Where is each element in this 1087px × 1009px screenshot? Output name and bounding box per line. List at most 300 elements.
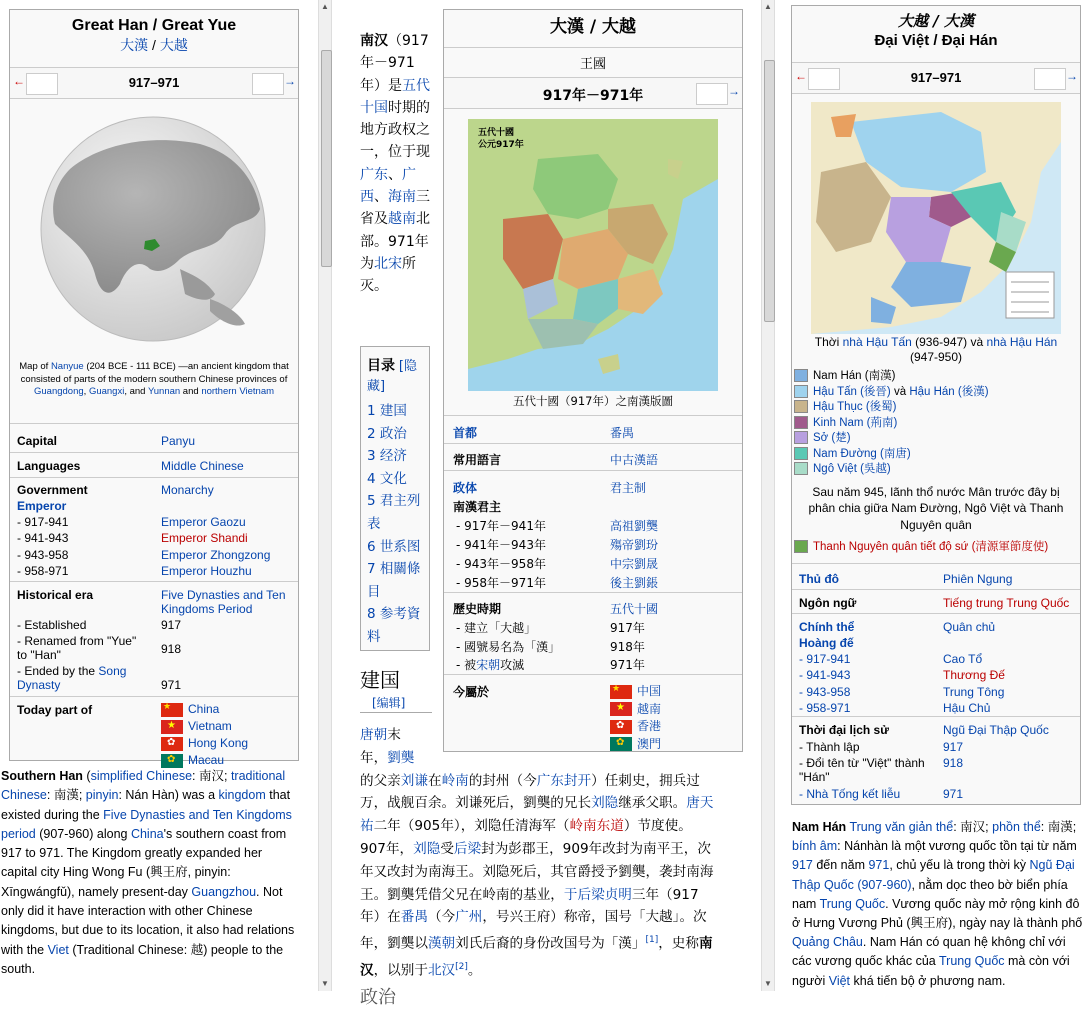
inline-link[interactable]: 岭南东道	[569, 818, 624, 835]
inline-text: mà còn với người	[792, 954, 1070, 988]
inline-text: ）节度使。	[623, 818, 692, 835]
event-value: 918年	[610, 639, 645, 654]
right-caption-link-1[interactable]: nhà Hậu Tấn	[842, 335, 912, 349]
inline-link[interactable]: 刘隐	[413, 840, 441, 857]
inline-link[interactable]: Trung văn giản thể	[849, 820, 954, 834]
inline-text: 。	[467, 962, 482, 979]
today-link[interactable]: Vietnam	[188, 719, 232, 733]
middle-scroll-up-icon[interactable]: ▲	[764, 2, 772, 11]
toc-box	[360, 346, 430, 651]
inline-link[interactable]: 北宋	[374, 255, 402, 272]
globe-map-image[interactable]	[10, 99, 298, 359]
middle-infobox-title: 大漢 / 大越	[549, 17, 637, 37]
inline-text: , nằm dọc theo bờ biển phía nam	[792, 877, 1068, 911]
legend-item	[794, 416, 1080, 432]
inline-text: 在	[427, 772, 442, 789]
emperor-years: - 917-941	[17, 515, 69, 529]
government-label: Government	[17, 483, 88, 497]
right-lang-link[interactable]: Tiếng trung Trung Quốc	[943, 596, 1070, 610]
caption-link-guangxi[interactable]: Guangxi	[88, 386, 125, 397]
today-link[interactable]: 香港	[637, 719, 662, 733]
right-infobox-subtitle: Đại Việt / Đại Hán	[874, 32, 998, 49]
inline-text: 's southern coast from 917 to 971. The Kingdom greatly expanded her capital city Hing Wong Fu (興王府, pinyin: Xīngwángfǔ), namely present-day	[1, 826, 287, 899]
event-label	[456, 656, 524, 673]
toc-list	[367, 400, 423, 649]
prev-arrow-icon[interactable]: ←	[13, 74, 25, 88]
right-panel	[789, 0, 1087, 991]
inline-text: 末	[387, 727, 401, 743]
emperor-link[interactable]: Trung Tông	[943, 684, 1005, 699]
inline-link[interactable]: simplified Chinese	[90, 769, 193, 783]
event-text: 攻滅	[500, 658, 525, 672]
legend-link[interactable]: Hậu Thục (後蜀)	[813, 401, 897, 413]
left-infobox-subtitle	[10, 35, 298, 55]
inline-link[interactable]: phồn thể	[992, 820, 1041, 834]
toc-item[interactable]: 6 世系图	[367, 538, 421, 555]
legend-swatch	[794, 540, 808, 553]
right-prev-arrow-icon[interactable]: ←	[795, 69, 807, 83]
inline-text: 的父亲	[360, 772, 401, 789]
inline-link[interactable]: 海南	[388, 189, 416, 206]
inline-text: . Vương quốc này mở rộng kinh đô ở Hưng Vương Phủ (興王府), ngày nay là thành phố	[792, 896, 1083, 931]
legend-swatch	[794, 400, 808, 413]
inline-text: 年）在	[360, 909, 401, 926]
scroll-down-icon[interactable]: ▼	[321, 979, 329, 988]
legend-link[interactable]: Sở (楚)	[813, 432, 851, 444]
inline-text: （917年－971年）是	[360, 33, 429, 94]
middle-scroll-down-icon[interactable]: ▼	[764, 979, 772, 988]
inline-link[interactable]: 劉龑	[387, 749, 415, 766]
inline-link[interactable]: 971	[868, 858, 890, 873]
inline-link[interactable]: kingdom	[218, 788, 266, 803]
inline-text: ，史称	[658, 935, 699, 952]
right-caption-text-3: (947-950)	[909, 350, 963, 364]
legend-item	[794, 369, 1080, 385]
inline-link[interactable]: 于后梁贞明	[563, 886, 632, 903]
right-era-label: Thời đại lịch sử	[799, 723, 889, 737]
today-item	[610, 682, 661, 700]
map-label-year: 公元917年	[478, 140, 524, 150]
left-infobox-table	[10, 424, 298, 767]
inline-link[interactable]: Five Dynasties and Ten Kingdoms period	[1, 807, 292, 841]
event-label: - 建立「大越」	[456, 621, 537, 635]
languages-link[interactable]: Middle Chinese	[161, 459, 244, 473]
renamed-value: 918	[161, 642, 182, 656]
middle-infobox	[443, 9, 743, 752]
event-value[interactable]: 917	[943, 740, 964, 754]
body-line	[360, 861, 750, 884]
left-scrollbar[interactable]	[318, 0, 332, 991]
subtitle-link-2[interactable]: 大越	[159, 38, 188, 54]
body-line	[360, 770, 750, 793]
inline-link[interactable]: 越南	[388, 211, 416, 228]
caption-link-yunnan[interactable]: Yunnan	[147, 386, 181, 397]
inline-link[interactable]: 广州	[455, 909, 483, 926]
middle-year-nav	[444, 77, 742, 109]
inline-link[interactable]: Trung Quốc	[938, 954, 1005, 969]
inline-link[interactable]: 广西	[360, 166, 416, 206]
inline-text: 年又改封为南海王。刘隐死后，其官爵授予劉龑，袭封南海	[360, 863, 714, 880]
emperor-link[interactable]: Cao Tổ	[943, 652, 983, 666]
event-text: - 被	[456, 658, 477, 672]
mid-era-label: 歷史時期	[453, 602, 502, 616]
caption-text: Map of	[19, 361, 51, 372]
flag-icon	[610, 702, 632, 716]
ruler-years: - 941年－943年	[456, 538, 546, 552]
emperor-years: - 941-943	[17, 531, 69, 546]
inline-link[interactable]: bính âm	[792, 839, 838, 854]
inline-text: (907-960) along	[35, 826, 131, 841]
inline-text: 封为彭郡王，909年改封为南平王，次	[481, 840, 711, 857]
inline-text: 907年，	[360, 840, 414, 857]
scroll-up-icon[interactable]: ▲	[321, 2, 329, 11]
event-value: 971年	[610, 658, 645, 672]
inline-link[interactable]: 漢朝	[427, 935, 456, 952]
legend-link[interactable]: Hậu Tấn (後晉)	[813, 385, 891, 398]
inline-text: (	[82, 769, 91, 783]
middle-scrollbar[interactable]	[761, 0, 775, 991]
caption-text-3: , and	[124, 386, 148, 397]
inline-text: ）任刺史，拥兵过	[591, 772, 700, 789]
middle-year-range: 917年－971年	[542, 88, 644, 104]
legend-text: và	[890, 385, 910, 398]
today-item	[161, 736, 248, 753]
middle-infobox-table	[444, 416, 742, 751]
inline-text: 汉	[360, 962, 374, 979]
body-line	[360, 747, 750, 770]
middle-lead-text	[360, 30, 432, 298]
right-next-box[interactable]	[1034, 68, 1066, 90]
inline-text: 年，	[360, 749, 388, 766]
inline-text: ，号兴王府）称帝，国号「大越」。次	[482, 909, 707, 926]
ruler-link[interactable]: 殤帝劉玢	[610, 538, 659, 552]
body-line	[360, 956, 750, 982]
inline-link[interactable]: Ngũ Đại Thập Quốc	[792, 858, 1075, 892]
inline-text: : 南漢;	[1040, 820, 1077, 834]
ended-text: - Ended by the	[17, 664, 99, 678]
inline-text: 万，战舰百余。刘谦死后，劉龑的兄长	[360, 795, 592, 812]
capital-label: Capital	[17, 434, 58, 448]
inline-link[interactable]: 番禺	[400, 909, 428, 926]
caption-link-nanyue[interactable]: Nanyue	[50, 361, 84, 372]
right-lang-label: Ngôn ngữ	[799, 596, 857, 610]
right-map-caption	[792, 335, 1080, 365]
legend-swatch	[794, 447, 808, 460]
ruler-link[interactable]: 高祖劉龑	[610, 519, 659, 533]
left-infobox-title: Great Han / Great Yue	[71, 17, 237, 34]
event-label: - Đổi tên từ "Việt" thành "Hán"	[799, 756, 925, 784]
body-line	[360, 906, 750, 929]
right-note: Sau năm 945, lãnh thổ nước Mân trước đây bị phân chia giữa Nam Đường, Ngô Việt và Thanh Nguyên quân	[808, 484, 1064, 532]
inline-text: 二年（905年），刘隐任清海军（	[373, 818, 570, 835]
mid-lang-label: 常用語言	[453, 453, 502, 467]
inline-text: 、	[374, 189, 388, 206]
section-heading-jianguo: 建国	[360, 668, 400, 692]
legend-swatch	[794, 462, 808, 475]
legend-item	[794, 400, 1080, 416]
emperor-link[interactable]: Emperor Shandi	[161, 531, 248, 546]
toc-item[interactable]: 5 君主列表	[367, 493, 421, 532]
emperor-years: - 943-958	[17, 547, 69, 562]
inline-link[interactable]: (907-960)	[853, 877, 912, 892]
mid-ruler-label: 南漢君主	[453, 500, 502, 514]
toc-item[interactable]: 3 经济	[367, 448, 407, 465]
mid-gov-link[interactable]: 君主制	[610, 481, 647, 495]
event-value[interactable]: 918	[943, 756, 964, 770]
right-year-nav	[792, 62, 1080, 94]
ended-label	[17, 664, 147, 692]
era-link[interactable]: Five Dynasties and Ten Kingdoms Period	[161, 588, 286, 616]
left-panel	[0, 0, 318, 991]
right-era-link[interactable]: Ngũ Đại Thập Quốc	[943, 723, 1049, 737]
body-line	[360, 792, 750, 815]
inline-link[interactable]: pinyin	[85, 788, 119, 803]
inline-link[interactable]: 北汉	[427, 962, 456, 979]
left-infobox	[9, 9, 299, 767]
inline-link[interactable]: 917	[792, 858, 813, 873]
caption-link-northern-vietnam[interactable]: northern Vietnam	[201, 386, 275, 397]
flag-icon	[161, 754, 183, 768]
right-caption-link-2[interactable]: nhà Hậu Hán	[986, 335, 1058, 349]
inline-text: : Nánhàn là một vương quốc tồn tại từ năm	[837, 839, 1077, 854]
inline-link[interactable]: 唐天	[686, 795, 714, 812]
right-infobox	[791, 5, 1081, 805]
toc-header	[367, 355, 423, 394]
inline-text: . Not only did it have interaction with other Chinese kingdoms, but due to its location, it also had relations with the	[1, 884, 295, 957]
event-label: - 國號易名為「漢」	[456, 639, 561, 654]
inline-text: 南	[699, 935, 713, 952]
inline-text: : 南漢;	[46, 788, 86, 803]
today-item	[610, 700, 661, 718]
inline-text: : 南汉;	[192, 769, 231, 783]
legend-link[interactable]: Hậu Hán (後漢)	[909, 385, 989, 398]
inline-text: đến năm	[812, 858, 869, 873]
inline-link[interactable]: Guangzhou	[191, 884, 257, 899]
today-link[interactable]: Macau	[188, 753, 225, 767]
today-link[interactable]: Hong Kong	[188, 736, 249, 750]
inline-link[interactable]: 广东封开	[536, 772, 592, 789]
caption-link-guangdong[interactable]: Guangdong	[33, 386, 84, 397]
inline-link[interactable]: 广东	[360, 166, 388, 183]
legend-item	[794, 462, 1080, 478]
right-extra-legend	[792, 538, 1080, 554]
right-article-body	[792, 818, 1084, 991]
today-item	[161, 719, 248, 736]
toc-item[interactable]: 1 建国	[367, 403, 407, 419]
scrollbar-thumb[interactable]	[321, 50, 332, 267]
inline-link[interactable]: 祐	[360, 818, 374, 835]
inline-text: 时期的地方政权之一，位于现	[360, 99, 430, 161]
next-state-box[interactable]	[252, 73, 284, 95]
middle-next-box[interactable]	[696, 83, 728, 105]
flag-icon	[161, 720, 183, 734]
inline-link[interactable]: 后梁	[453, 840, 482, 857]
today-label: Today part of	[17, 703, 93, 717]
middle-map-image[interactable]	[468, 119, 718, 391]
inline-text: 三省及	[360, 189, 430, 228]
ended-value: 971	[161, 678, 182, 692]
emperor-link[interactable]: Emperor Gaozu	[161, 515, 246, 529]
inline-link[interactable]: traditional Chinese	[1, 769, 286, 803]
right-year-range: 917–971	[910, 70, 962, 85]
toc-item[interactable]: 8 参考資料	[367, 606, 421, 645]
inline-text: 、	[388, 166, 402, 183]
today-link[interactable]: China	[188, 702, 220, 716]
toc-item[interactable]: 4 文化	[367, 470, 407, 487]
legend-link[interactable]: Nam Đường (南唐)	[813, 447, 911, 460]
inline-link[interactable]: 唐朝	[360, 727, 388, 743]
inline-link[interactable]: 岭南	[441, 772, 469, 789]
inline-link[interactable]: 刘隐	[591, 795, 619, 812]
mid-capital-link[interactable]: 番禺	[610, 426, 635, 440]
right-gov-link[interactable]: Quân chủ	[943, 620, 996, 634]
event-value[interactable]: 971	[943, 787, 964, 801]
inline-link[interactable]: [1]	[645, 935, 659, 946]
inline-text: (Traditional Chinese: 越) people to the south.	[1, 942, 284, 976]
inline-link[interactable]: Việt	[828, 973, 851, 988]
toc-item[interactable]: 7 相關條目	[367, 561, 421, 600]
right-capital-link[interactable]: Phiên Ngung	[943, 572, 1013, 586]
emperor-years[interactable]: - 943-958	[799, 684, 851, 699]
inline-text: . Nam Hán có quan hệ không chỉ với các vương quốc khác của	[792, 935, 1066, 969]
inline-text: : Nán Hàn) was a	[118, 788, 219, 803]
era-label: Historical era	[17, 588, 94, 602]
mid-era-link[interactable]: 五代十國	[610, 602, 659, 616]
emperor-link[interactable]: Emperor Zhongzong	[161, 547, 271, 562]
emperor-link[interactable]: Thương Đế	[943, 668, 1005, 683]
event-label[interactable]: - Nhà Tống kết liễu	[799, 787, 901, 801]
middle-infobox-subtitle: 王國	[579, 57, 606, 72]
right-map-image[interactable]	[811, 102, 1061, 334]
legend-item	[794, 385, 1080, 401]
song-dynasty-link[interactable]: Song Dynasty	[17, 664, 127, 692]
today-link[interactable]: 越南	[637, 701, 662, 716]
inline-text: khá tiến bộ ở phương nam.	[850, 973, 1006, 988]
inline-link[interactable]: China	[130, 826, 164, 841]
flag-icon	[161, 703, 183, 717]
inline-text: 继承父职。	[618, 795, 687, 812]
toc-title: 目录	[367, 358, 395, 374]
government-link[interactable]: Monarchy	[161, 483, 214, 497]
emperor-link[interactable]: Hậu Chủ	[943, 701, 991, 716]
ruler-link[interactable]: 中宗劉晟	[610, 557, 659, 571]
languages-label: Languages	[17, 459, 81, 473]
flag-icon	[610, 685, 632, 699]
right-next-arrow-icon[interactable]: →	[1066, 69, 1078, 83]
inline-text: 年，劉龑以	[360, 935, 428, 952]
left-article-body	[1, 767, 301, 979]
emperor-years: - 958-971	[17, 564, 69, 579]
inline-link[interactable]: Viet	[47, 942, 69, 957]
caption-text-4: and	[180, 386, 202, 397]
inline-text: 受	[440, 840, 454, 857]
inline-link[interactable]: [2]	[455, 961, 468, 972]
subtitle-link-1[interactable]: 大漢	[120, 38, 149, 54]
inline-text: 刘氏后裔的身份改国号为「漢」	[455, 935, 646, 952]
globe-caption: Map of Nanyue (204 BCE - 111 BCE) —an ancient kingdom that consisted of parts of the modern southern Chinese provinces of Guangdong, Guangxi, and Yunnan and northern Vietnam	[19, 361, 289, 397]
mid-today-label: 今屬於	[453, 685, 490, 699]
right-infobox-table	[792, 564, 1080, 814]
middle-scrollbar-thumb[interactable]	[764, 60, 775, 322]
inline-link[interactable]: Quảng Châu	[792, 935, 863, 950]
established-value: 917	[161, 618, 182, 632]
body-bold: Southern Han	[1, 769, 83, 783]
inline-link[interactable]: Trung Quốc	[819, 896, 886, 911]
map-label-era: 五代十國	[478, 128, 515, 138]
middle-article-body	[360, 724, 750, 982]
legend-swatch	[794, 431, 808, 444]
inline-text: that existed during the	[1, 788, 291, 822]
middle-next-arrow-icon[interactable]: →	[728, 84, 740, 98]
capital-link[interactable]: Panyu	[161, 434, 196, 448]
inline-text: : 南汉;	[953, 820, 993, 834]
legend-item	[794, 447, 1080, 463]
left-year-nav	[10, 67, 298, 99]
legend-text: Nam Hán (南漢)	[813, 370, 896, 382]
right-caption-text: Thời	[814, 335, 843, 349]
right-caption-text-2: (936-947) và	[911, 335, 987, 349]
legend-link[interactable]: Kinh Nam (荊南)	[813, 416, 898, 429]
right-infobox-title: 大越 / 大漢	[898, 12, 974, 30]
body-line	[360, 724, 750, 747]
next-arrow-icon[interactable]: →	[284, 74, 296, 88]
inline-text: 三年（917	[631, 886, 699, 903]
today-link[interactable]: 澳門	[637, 736, 662, 751]
inline-text: 南汉	[360, 33, 388, 49]
toc-item[interactable]: 2 政治	[367, 425, 407, 442]
right-gov-label[interactable]: Chính thể	[799, 620, 855, 634]
today-link[interactable]: 中国	[637, 684, 662, 698]
inline-link[interactable]: 五代十国	[360, 77, 430, 116]
year-range: 917–971	[128, 75, 180, 90]
emperor-years[interactable]: - 958-971	[799, 701, 851, 716]
middle-map-caption: 五代十國（917年）之南漢版圖	[513, 394, 673, 408]
emperor-link[interactable]: Emperor Houzhu	[161, 564, 252, 579]
right-emp-label[interactable]: Hoàng đế	[799, 636, 854, 650]
body-line	[360, 838, 750, 861]
legend-swatch	[794, 369, 808, 382]
extra-legend-link[interactable]: Thanh Nguyên quân tiết độ sứ (清源軍節度使)	[813, 541, 1049, 553]
gutter	[775, 0, 789, 991]
today-item	[161, 702, 248, 719]
inline-text: , chủ yếu là trong thời kỳ	[889, 858, 1030, 873]
renamed-label: - Renamed from "Yue" to "Han"	[17, 634, 137, 662]
inline-text: 王。劉龑凭借父兄在岭南的基业，	[360, 886, 564, 903]
mid-lang-link[interactable]: 中古漢語	[610, 453, 659, 467]
event-link[interactable]: 宋朝	[476, 658, 501, 672]
flag-icon	[161, 737, 183, 751]
inline-text: Nam Hán	[792, 820, 847, 834]
emperor-years[interactable]: - 917-941	[799, 652, 851, 666]
mid-capital-label[interactable]: 首都	[453, 426, 478, 440]
inline-text: 的封州（今	[468, 772, 537, 789]
body-line	[360, 884, 750, 907]
right-capital-label[interactable]: Thủ đô	[799, 572, 839, 586]
body-line	[360, 815, 750, 838]
legend-item	[794, 431, 1080, 447]
ruler-link[interactable]: 後主劉鋹	[610, 576, 659, 590]
legend-link[interactable]: Ngô Việt (吳越)	[813, 463, 891, 475]
mid-gov-label[interactable]: 政体	[453, 481, 478, 495]
emperor-years[interactable]: - 941-943	[799, 668, 851, 683]
inline-text: 北部。971年为	[360, 211, 430, 272]
inline-link[interactable]: 刘谦	[400, 772, 428, 789]
next-section-heading-partial: 政治	[360, 987, 396, 1008]
emperor-label[interactable]: Emperor	[17, 499, 67, 513]
section-edit-link[interactable]: [编辑]	[372, 696, 406, 710]
toc-hide-link[interactable]: [隐藏]	[367, 359, 417, 394]
caption-text-2: (204 BCE - 111 BCE) —an ancient kingdom that consisted of parts of the modern southern Chinese provinces of	[20, 361, 289, 385]
